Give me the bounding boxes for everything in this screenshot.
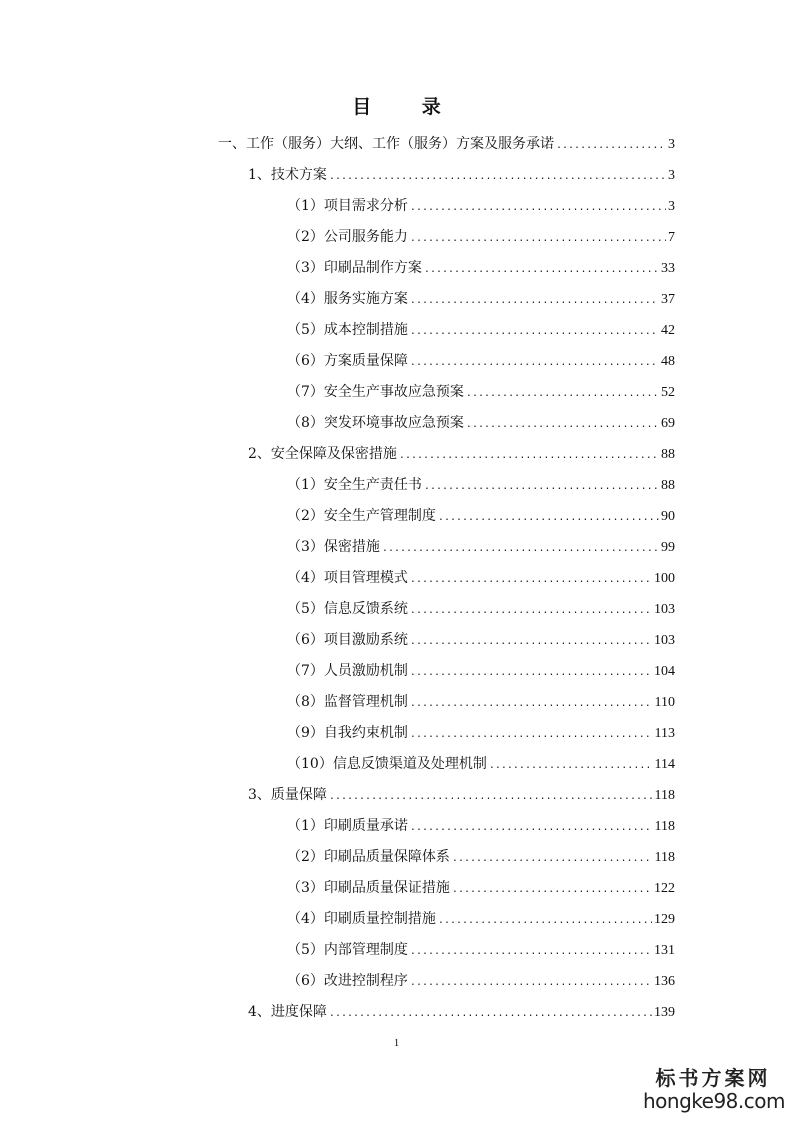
toc-entry-title: 3、质量保障: [248, 787, 327, 803]
toc-entry[interactable]: [287, 905, 675, 933]
toc-entry-page: 33: [661, 261, 675, 276]
toc-entry[interactable]: [248, 781, 675, 809]
toc-entry-page: 3: [668, 199, 675, 214]
toc-dot-leader: [410, 690, 653, 718]
toc-entry-title: （4）服务实施方案: [287, 291, 408, 307]
toc-entry[interactable]: [248, 440, 675, 468]
toc-dot-leader: [410, 721, 653, 749]
toc-dot-leader: [410, 969, 652, 997]
toc-entry-title: （7）人员激励机制: [287, 663, 408, 679]
toc-entry-title: （9）自我约束机制: [287, 725, 408, 741]
toc-entry-page: 52: [661, 385, 675, 400]
toc-entry-title: （6）改进控制程序: [287, 973, 408, 989]
toc-entry[interactable]: [287, 936, 675, 964]
watermark-logo: [643, 1066, 783, 1112]
toc-entry-title: （6）项目激励系统: [287, 632, 408, 648]
toc-entry[interactable]: [287, 471, 675, 499]
toc-dot-leader: [410, 597, 652, 625]
toc-entry[interactable]: [287, 254, 675, 282]
toc-entry[interactable]: [287, 316, 675, 344]
toc-entry[interactable]: [248, 998, 675, 1026]
toc-entry[interactable]: [287, 502, 675, 530]
toc-entry-page: 88: [661, 447, 675, 462]
toc-dot-leader: [489, 752, 653, 780]
toc-entry[interactable]: [287, 223, 675, 251]
toc-dot-leader: [399, 442, 659, 470]
toc-dot-leader: [410, 814, 653, 842]
toc-entry[interactable]: [287, 719, 675, 747]
toc-entry-title: （2）安全生产管理制度: [287, 508, 436, 524]
toc-entry-page: 118: [654, 819, 675, 834]
toc-entry-page: 104: [654, 664, 675, 679]
toc-dot-leader: [382, 535, 659, 563]
toc-dot-leader: [424, 473, 659, 501]
toc-entry-title: （2）印刷品质量保障体系: [287, 849, 450, 865]
toc-entry[interactable]: [287, 564, 675, 592]
toc-dot-leader: [438, 504, 659, 532]
toc-dot-leader: [556, 132, 666, 160]
toc-entry-page: 69: [661, 416, 675, 431]
toc-dot-leader: [466, 380, 659, 408]
toc-entry-page: 136: [654, 974, 675, 989]
toc-entry[interactable]: [287, 285, 675, 313]
toc-entry-title: （7）安全生产事故应急预案: [287, 384, 464, 400]
toc-entry-title: 2、安全保障及保密措施: [248, 446, 397, 462]
toc-entry-page: 113: [654, 726, 675, 741]
toc-dot-leader: [466, 411, 659, 439]
toc-entry-title: 1、技术方案: [248, 167, 327, 183]
toc-entry[interactable]: [287, 192, 675, 220]
toc-dot-leader: [410, 225, 666, 253]
toc-entry[interactable]: [287, 347, 675, 375]
toc-dot-leader: [410, 194, 666, 222]
toc-entry[interactable]: [287, 688, 675, 716]
toc-entry-title: （2）公司服务能力: [287, 229, 408, 245]
toc-dot-leader: [410, 287, 659, 315]
toc-entry-title: （6）方案质量保障: [287, 353, 408, 369]
toc-dot-leader: [438, 907, 652, 935]
page-number: 1: [393, 1037, 400, 1049]
toc-entry-page: 103: [654, 602, 675, 617]
toc-dot-leader: [410, 659, 652, 687]
toc-entry-page: 3: [668, 168, 675, 183]
toc-entry[interactable]: [287, 812, 675, 840]
toc-entry-page: 139: [654, 1005, 675, 1020]
toc-entry-title: 4、进度保障: [248, 1004, 327, 1020]
toc-entry-title: （10）信息反馈渠道及处理机制: [287, 756, 487, 772]
toc-entry-page: 118: [654, 788, 675, 803]
toc-entry-title: （8）监督管理机制: [287, 694, 408, 710]
toc-entry-page: 122: [654, 881, 675, 896]
toc-entry-title: 一、工作（服务）大纲、工作（服务）方案及服务承诺: [218, 136, 554, 152]
toc-entry-title: （1）印刷质量承诺: [287, 818, 408, 834]
toc-entry-title: （4）印刷质量控制措施: [287, 911, 436, 927]
toc-entry-title: （5）成本控制措施: [287, 322, 408, 338]
toc-entry-page: 100: [654, 571, 675, 586]
toc-entry[interactable]: [287, 595, 675, 623]
toc-dot-leader: [452, 845, 653, 873]
toc-dot-leader: [410, 318, 659, 346]
toc-entry-page: 118: [654, 850, 675, 865]
toc-entry-title: （8）突发环境事故应急预案: [287, 415, 464, 431]
toc-dot-leader: [410, 349, 659, 377]
toc-dot-leader: [410, 628, 652, 656]
watermark-site-name: 标书方案网: [655, 1066, 771, 1090]
toc-entry-title: （3）印刷品质量保证措施: [287, 880, 450, 896]
toc-dot-leader: [424, 256, 659, 284]
toc-entry-page: 7: [668, 230, 675, 245]
watermark-url: hongke98.com: [643, 1089, 785, 1113]
toc-entry[interactable]: [287, 657, 675, 685]
toc-entry[interactable]: [287, 967, 675, 995]
toc-entry-title: （1）项目需求分析: [287, 198, 408, 214]
toc-entry[interactable]: [287, 626, 675, 654]
toc-entry-page: 48: [661, 354, 675, 369]
toc-entry-title: （4）项目管理模式: [287, 570, 408, 586]
toc-dot-leader: [329, 1000, 652, 1028]
toc-dot-leader: [410, 938, 652, 966]
toc-entry-page: 99: [661, 540, 675, 555]
toc-entry[interactable]: [287, 843, 675, 871]
toc-entry-page: 90: [661, 509, 675, 524]
toc-entry-title: （1）安全生产责任书: [287, 477, 422, 493]
toc-dot-leader: [329, 783, 653, 811]
toc-entry-title: （5）信息反馈系统: [287, 601, 408, 617]
toc-entry-page: 42: [661, 323, 675, 338]
toc-entry-page: 110: [654, 695, 675, 710]
toc-entry[interactable]: [287, 533, 675, 561]
toc-entry-title: （5）内部管理制度: [287, 942, 408, 958]
toc-dot-leader: [329, 163, 666, 191]
toc-entry-title: （3）印刷品制作方案: [287, 260, 422, 276]
toc-entry[interactable]: [218, 130, 675, 158]
toc-entry-page: 3: [668, 137, 675, 152]
toc-entry-page: 88: [661, 478, 675, 493]
toc-entry[interactable]: [287, 378, 675, 406]
toc-entry-page: 129: [654, 912, 675, 927]
toc-entry[interactable]: [248, 161, 675, 189]
toc-dot-leader: [452, 876, 652, 904]
toc-entry-page: 37: [661, 292, 675, 307]
toc-entry[interactable]: [287, 750, 675, 778]
toc-entry-page: 131: [654, 943, 675, 958]
page-title: 目 录: [352, 96, 463, 118]
toc-entry[interactable]: [287, 409, 675, 437]
toc-entry-title: （3）保密措施: [287, 539, 380, 555]
toc-entry-page: 114: [654, 757, 675, 772]
toc-entry-page: 103: [654, 633, 675, 648]
toc-dot-leader: [410, 566, 652, 594]
toc-entry[interactable]: [287, 874, 675, 902]
